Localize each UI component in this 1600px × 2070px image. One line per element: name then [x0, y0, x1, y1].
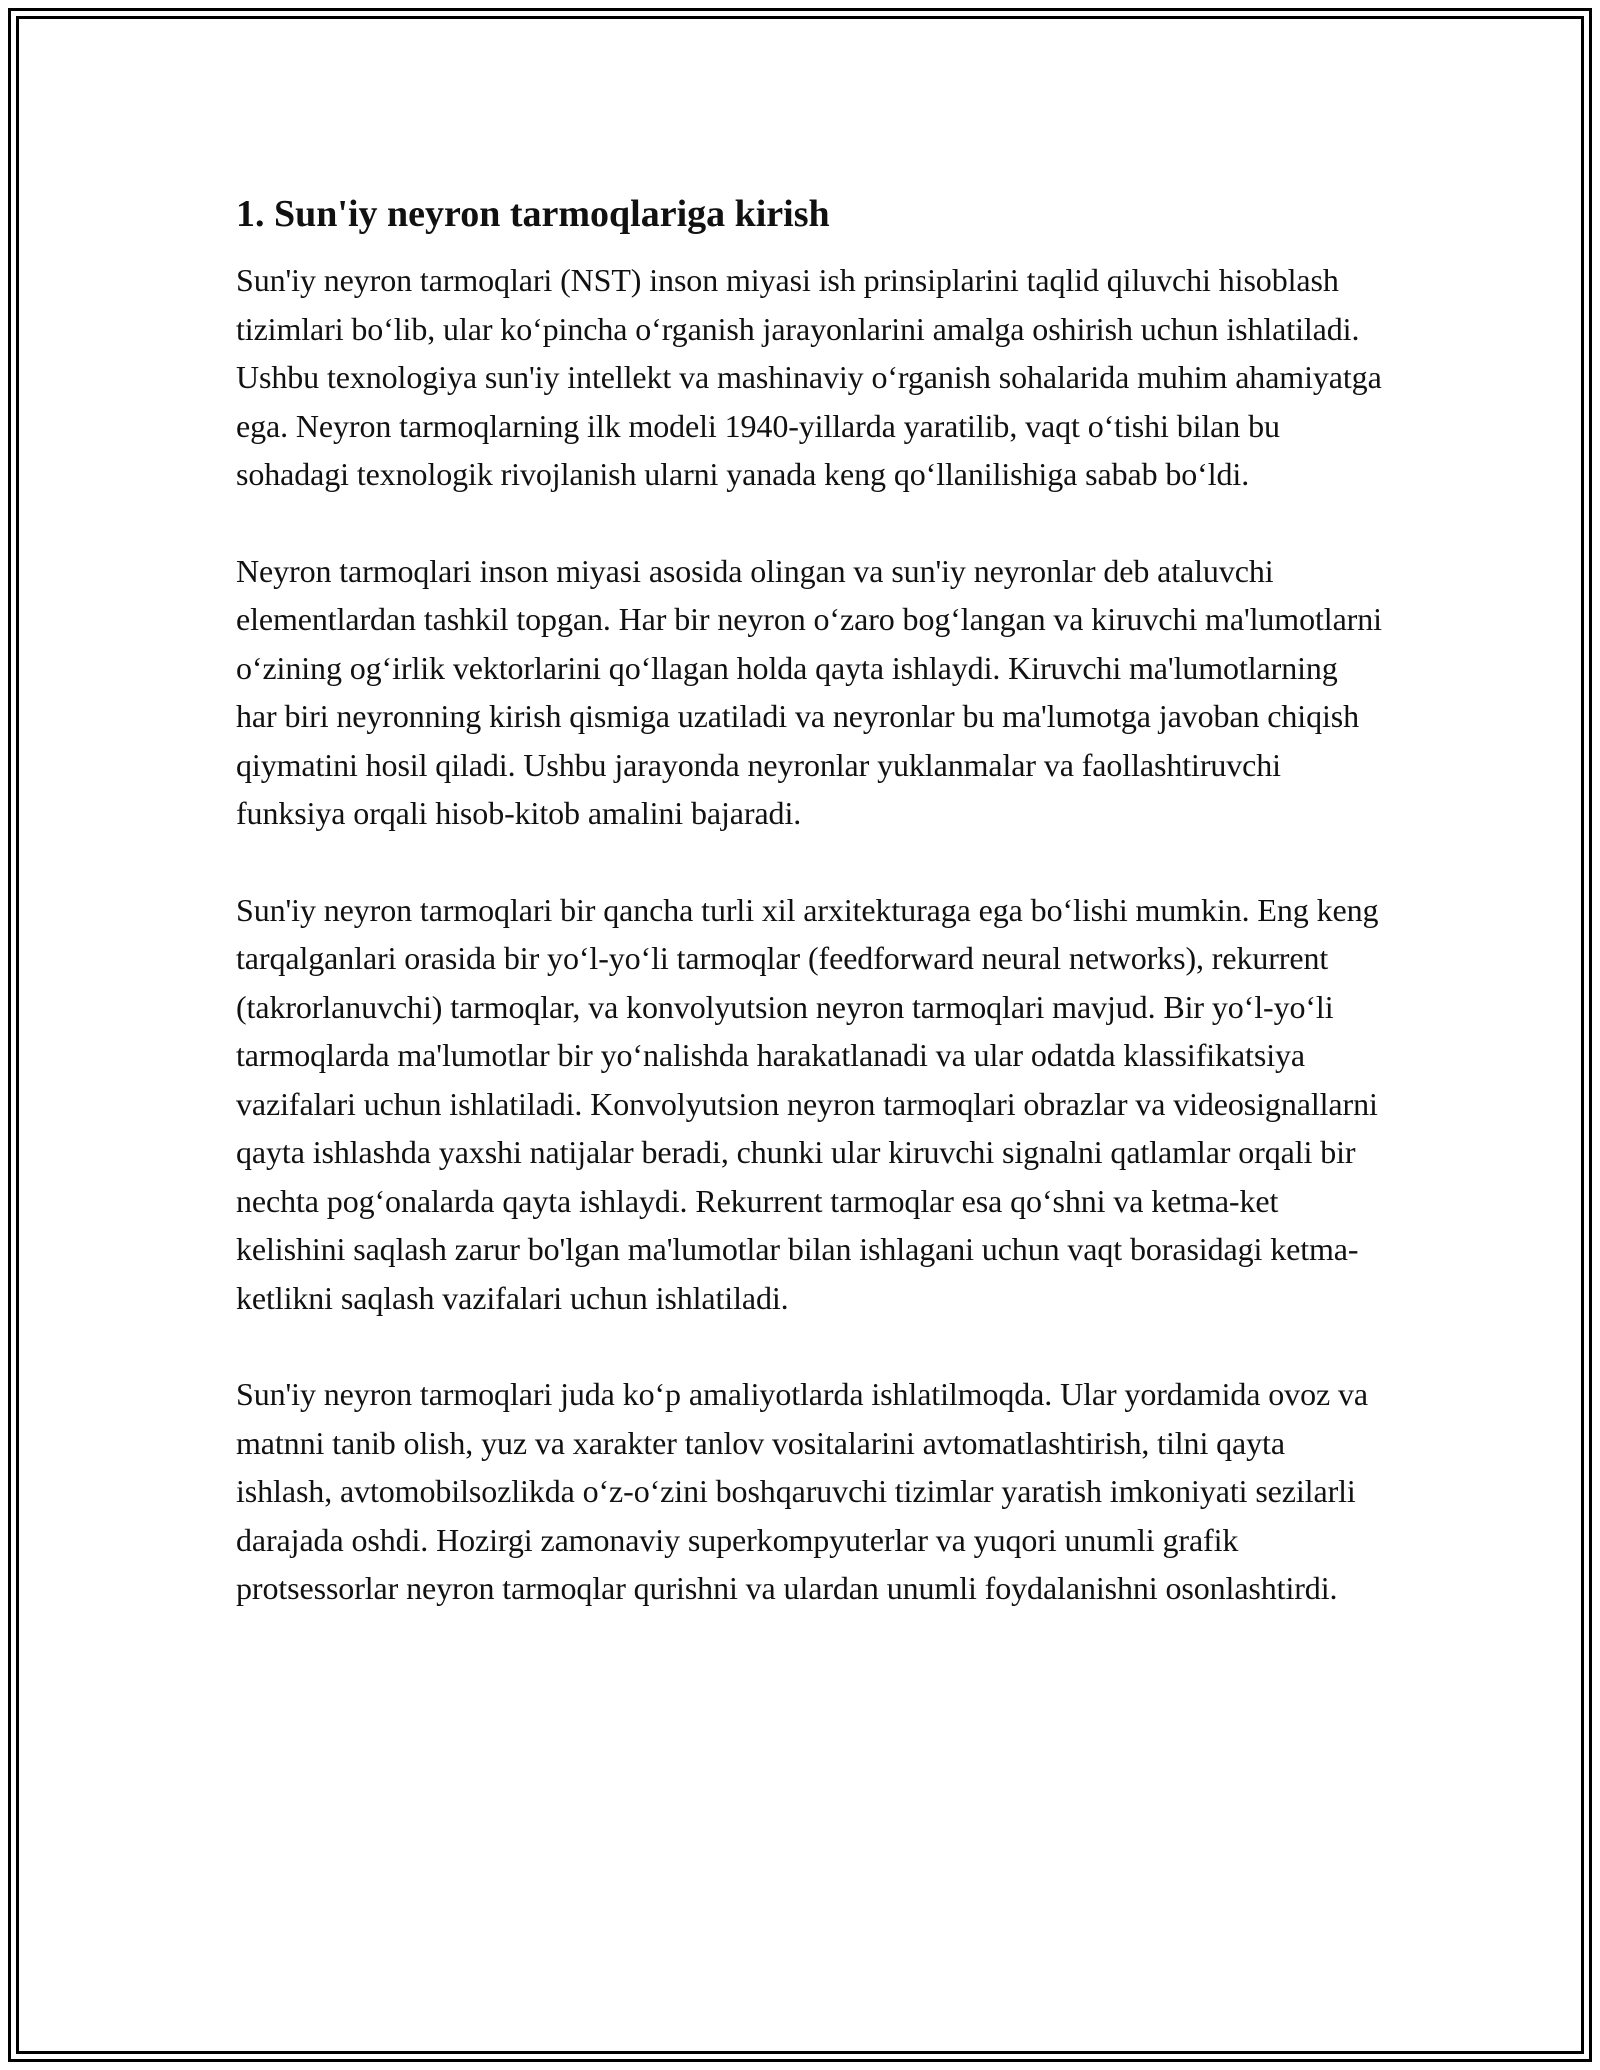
section-heading: 1. Sun'iy neyron tarmoqlariga kirish — [236, 193, 830, 235]
paragraph-architectures: Sun'iy neyron tarmoqlari bir qancha turli xil arxitekturaga ega bo‘lishi mumkin. Eng keng tarqalganlari orasida bir yo‘l-yo‘li tarmoqlar (feedforward neural networks), rekurrent (takrorlanuvchi) tarmoqlar, va konvolyutsion neyron tarmoqlari mavjud. Bir yo‘l-yo‘li tarmoqlarda ma'lumotlar bir yo‘nalishda harakatlanadi va ular odatda klassifikatsiya vazifalari uchun ishlatiladi. Konvolyutsion neyron tarmoqlari obrazlar va videosignallarni qayta ishlashda yaxshi natijalar beradi, chunki ular kiruvchi signalni qatlamlar orqali bir nechta pog‘onalarda qayta ishlaydi. Rekurrent tarmoqlar esa qo‘shni va ketma-ket kelishini saqlash zarur bo'lgan ma'lumotlar bilan ishlagani uchun vaqt borasidagi ketma-ketlikni saqlash vazifalari uchun ishlatiladi. — [236, 891, 1379, 1316]
paragraph-applications: Sun'iy neyron tarmoqlari juda ko‘p amaliyotlarda ishlatilmoqda. Ular yordamida ovoz va matnni tanib olish, yuz va xarakter tanlov vositalarini avtomatlashtirish, tilni qayta ishlash, avtomobilsozlikda o‘z-o‘zini boshqaruvchi tizimlar yaratish imkoniyati sezilarli darajada oshdi. Hozirgi zamonaviy superkompyuterlar va yuqori unumli grafik protsessorlar neyron tarmoqlar qurishni va ulardan unumli foydalanishni osonlashtirdi. — [236, 1376, 1368, 1606]
paragraph-intro: Sun'iy neyron tarmoqlari (NST) inson miyasi ish prinsiplarini taqlid qiluvchi hisoblash tizimlari bo‘lib, ular ko‘pincha o‘rganish jarayonlarini amalga oshirish uchun ishlatiladi. Ushbu texnologiya sun'iy intellekt va mashinaviy o‘rganish sohalarida muhim ahamiyatga ega. Neyron tarmoqlarning ilk modeli 1940-yillarda yaratilib, vaqt o‘tishi bilan bu sohadagi texnologik rivojlanish ularni yanada keng qo‘llanilishiga sabab bo‘ldi. — [236, 262, 1382, 492]
document-body — [236, 188, 1386, 1661]
paragraph-neurons: Neyron tarmoqlari inson miyasi asosida olingan va sun'iy neyronlar deb ataluvchi elementlardan tashkil topgan. Har bir neyron o‘zaro bog‘langan va kiruvchi ma'lumotlarni o‘zining og‘irlik vektorlarini qo‘llagan holda qayta ishlaydi. Kiruvchi ma'lumotlarning har biri neyronning kirish qismiga uzatiladi va neyronlar bu ma'lumotga javoban chiqish qiymatini hosil qiladi. Ushbu jarayonda neyronlar yuklanmalar va faollashtiruvchi funksiya orqali hisob-kitob amalini bajaradi. — [236, 552, 1382, 831]
